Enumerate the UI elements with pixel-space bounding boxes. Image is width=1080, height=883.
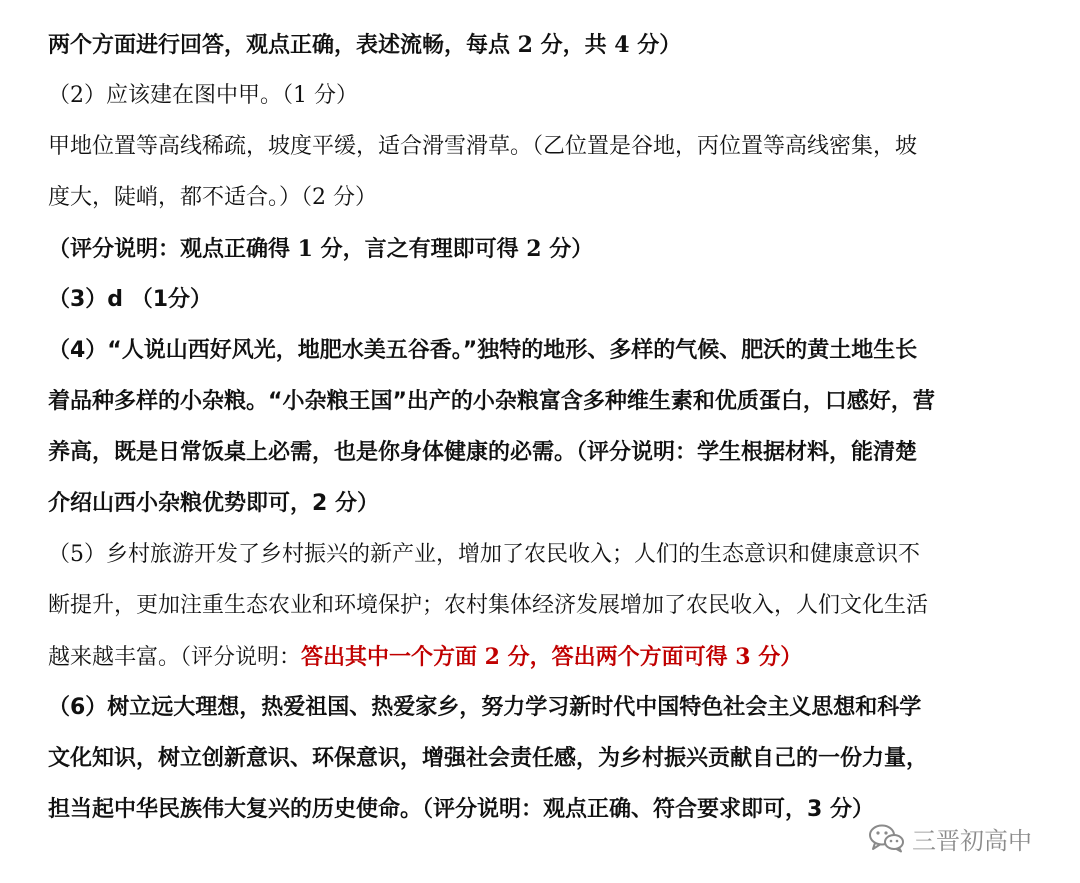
text-line-10: 介绍山西小杂粮优势即可，2 分） xyxy=(48,491,379,516)
text-line-14: （6）树立远大理想，热爱祖国、热爱家乡，努力学习新时代中国特色社会主义思想和科学 xyxy=(48,695,922,720)
text-line-8: 着品种多样的小杂粮。“小杂粮王国”出产的小杂粮富含多种维生素和优质蛋白，口感好，营 xyxy=(48,389,935,414)
text-line-11: （5）乡村旅游开发了乡村振兴的新产业，增加了农民收入；人们的生态意识和健康意识不 xyxy=(48,542,921,567)
text-line-13 xyxy=(48,642,802,673)
text-line-1: 两个方面进行回答，观点正确，表述流畅，每点 2 分，共 4 分） xyxy=(48,32,682,58)
account-watermark xyxy=(868,818,1032,858)
text-line-2: （2）应该建在图中甲。（1 分） xyxy=(48,83,358,108)
watermark-label: 三晋初高中 xyxy=(912,826,1032,855)
text-line-7: （4）“人说山西好风光，地肥水美五谷香。”独特的地形、多样的气候、肥沃的黄土地生长 xyxy=(48,338,918,363)
grading-note-5: 答出其中一个方面 2 分，答出两个方面可得 3 分） xyxy=(301,644,803,670)
text-line-16-part-a: 担当起中华民族伟大复兴的历史使命。（评分说明： xyxy=(48,797,544,822)
grading-note-2: （评分说明：观点正确得 1 分，言之有理即可得 2 分） xyxy=(48,236,594,262)
text-line-9-part-a: 养高，既是日常饭桌上必需，也是你身体健康的必需。（评分说明： xyxy=(48,440,698,465)
text-line-13-part-a: 越来越丰富。（评分说明： xyxy=(48,645,302,670)
text-line-6: （3）d （1分） xyxy=(48,287,213,312)
grading-note-4: 学生根据材料，能清楚 xyxy=(697,440,918,465)
text-line-15: 文化知识，树立创新意识、环保意识，增强社会责任感，为乡村振兴贡献自己的一份力量， xyxy=(48,746,929,771)
text-line-9 xyxy=(48,438,917,468)
wechat-icon xyxy=(868,823,906,853)
grading-note-6: 观点正确、符合要求即可，3 分） xyxy=(543,797,874,822)
text-line-3: 甲地位置等高线稀疏，坡度平缓，适合滑雪滑草。（乙位置是谷地，丙位置等高线密集，坡 xyxy=(48,134,918,159)
text-line-4: 度大，陡峭，都不适合。）（2 分） xyxy=(48,185,377,210)
text-line-16 xyxy=(48,795,874,825)
text-line-12: 断提升，更加注重生态农业和环境保护；农村集体经济发展增加了农民收入，人们文化生活 xyxy=(48,593,929,618)
